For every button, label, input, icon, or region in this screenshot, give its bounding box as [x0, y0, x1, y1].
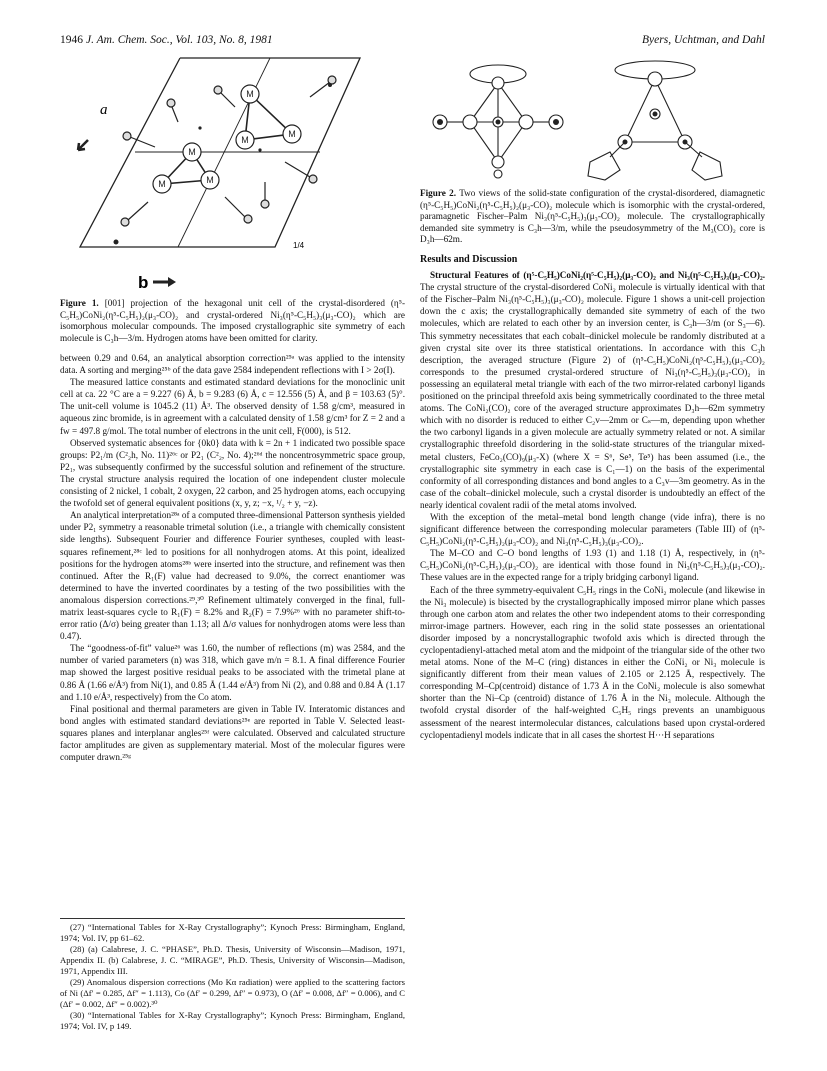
figure-1-caption — [60, 298, 405, 344]
paragraph: The measured lattice constants and estimated standard deviations for the monoclinic unit cell at ca. 22 °C are a = 9.227 (6) Å, b = 9.283 (6) Å, c = 12.556 (5) Å, and β = 103.63 (5)°. The unit-cell volume is 1045.2 (11) Å³. The observed density of 1.58 g/cm³, measured in aqueous zinc bromide, is in agreement with a calculated density of 1.58 g/cm³ for Z = 2 and a fw = 497.8 g/mol. The total number of electrons in the unit cell, F(000), is 512. — [60, 377, 405, 436]
svg-text:M: M — [241, 135, 249, 145]
figure-2-caption-text: Two views of the solid-state configuration of the crystal-disordered, diamagnetic (η⁵-C₅H₅)CoNi₂(η⁵-C₅H₅)₂(μ₃-CO)₂ molecule which is isomorphic with the crystal-ordered, paramagnetic Fischer–Palm Ni₃(η⁵-C₅H₅)₃(μ₃-CO)₂ molecule. The crystallographically demanded site symmetry is C₃h—3/m, while the pseudosymmetry of the M₃(CO)₂ core is D₃h—6̄2m. — [420, 188, 766, 245]
subsection-runin-title: Structural Features of (η⁵-C₅H₅)CoNi₂(η⁵-C₅H₅)₂(μ₃-CO)₂ and Ni₃(η⁵-C₅H₅)₃(μ₃-CO)₂. — [430, 270, 765, 281]
svg-text:M: M — [288, 129, 296, 139]
footnotes — [60, 922, 405, 1032]
paragraph: Final positional and thermal parameters are given in Table IV. Interatomic distances and bond angles with estimated standard deviations²⁵ᵉ are reported in Table V. Selected least-squares planes and interplanar angles²⁵ᶠ were calculated. Observed and calculated structure factor amplitudes are given as supplementary material. Most of the molecular figures were computer drawn.²⁵ᵍ — [60, 703, 405, 763]
quarter-label: 1/4 — [293, 241, 305, 250]
axis-b-label: b — [138, 273, 149, 292]
svg-text:M: M — [188, 147, 196, 157]
figure-2 — [420, 52, 765, 182]
paragraph: between 0.29 and 0.64, an analytical absorption correction²⁵ᵃ was applied to the intensity data. A sorting and merging²⁵ᵇ of the data gave 2584 independent reflections with I > 2σ(I). — [60, 353, 405, 376]
figure-2-caption — [420, 188, 765, 246]
paragraph: The M–CO and C–O bond lengths of 1.93 (1) and 1.18 (1) Å, respectively, in (η⁵-C₅H₅)CoNi₂(η⁵-C₅H₅)₂(μ₃-CO)₂ are identical with those found in Ni₃(η⁵-C₅H₅)₃(μ₃-CO)₂. These values are in the expected range for a triply bridging carbonyl ligand. — [420, 548, 765, 583]
footnote-divider — [60, 918, 405, 919]
axis-b-arrow-icon — [153, 277, 176, 287]
paragraph: Each of the three symmetry-equivalent C₅H₅ rings in the CoNi₂ molecule (and likewise in the Ni₃ molecule) is bisected by the crystallographically imposed mirror plane which passes through one carbon atom and relates the other two independent atoms to their corresponding mirror-image partners. However, each ring in the solid state possesses an orientational disorder imposed by a noncrystallographic twofold axis which is directed through the cyclopentadienyl-attached metal atom and the midpoint of the triangular side of the other two metal atoms. None of the M–C (ring) distances in either the CoNi₂ or Ni₃ molecule is significantly different from their mean values of 2.105 or 2.125 Å, respectively. The corresponding M–Cp(centroid) distance of 1.73 Å in the CoNi₂ molecule is also somewhat shorter than the Ni–Cp (centroid) distance of 1.76 Å in the Ni₃ molecule. Although the twofold crystal disorder of the half-weighted C₅H₅ rings prevents an unambiguous assessment of the nearest intermolecular distances, calculations based upon crystal-ordered cyclopentadienyl models indicate that in all cases the shortest H···H separations — [420, 584, 765, 740]
paragraph: With the exception of the metal–metal bond length change (vide infra), there is no significant difference between the corresponding molecular parameters (Table III) of (η⁵-C₅H₅)CoNi₂(η⁵-C₅H₅)₂(μ₃-CO)₂ and Ni₃(η⁵-C₅H₅)₃(μ₃-CO)₂. — [420, 511, 765, 547]
figure-2-molecule-drawing — [420, 52, 765, 182]
section-heading: Results and Discussion — [420, 254, 518, 265]
footnote: (28) (a) Calabrese, J. C. “PHASE”, Ph.D. Thesis, University of Wisconsin—Madison, 1971, Appendix II. (b) Calabrese, J. C. “MIRAGE”, Ph.D. Thesis, University of Wisconsin—Madison, 1971, Appendix III. — [60, 944, 405, 976]
page-number: 1946 — [60, 34, 83, 46]
figure-1-caption-text: [001] projection of the hexagonal unit cell of the crystal-disordered (η⁵-C₅H₅)CoNi₂(η⁵-C₅H₅)₂(μ₃-CO)₂ and crystal-ordered Ni₃(η⁵-C₅H₅)₃(μ₃-CO)₂ which are isomorphous molecular compounds. The imposed crystallographic site symmetry of each molecule is C₃h—3/m. Hydrogen atoms have been omitted for clarity. — [60, 298, 406, 343]
paragraph: Observed systematic absences for {0k0} data with k = 2n + 1 indicated two possible space groups: P2₁/m (C²₂h, No. 11)²⁶ᶜ or P2₁ (C²₂, No. 4);²⁶ᵈ the noncentrosymmetric space group, P2₁, was subsequently confirmed by the successful solution and refinement of the structure. The crystal structure analysis required the location of one independent cluster molecule consisting of 2 nickel, 1 cobalt, 2 oxygen, 22 carbon, and 25 hydrogen atoms, each occupying the twofold set of general equivalent positions (x, y, z; −x, ¹/₂ + y, −z). — [60, 437, 405, 509]
journal-citation: J. Am. Chem. Soc., Vol. 103, No. 8, 1981 — [86, 34, 273, 46]
paragraph: An analytical interpretation²⁸ᵃ of a computed three-dimensional Patterson synthesis yielded under P2₁ symmetry a reasonable trimetal solution (i.e., a triangle with chemically consistent side lengths). Subsequent Fourier and difference Fourier syntheses, coupled with least-squares refinement,²⁸ᶜ led to positions for all nonhydrogen atoms. At this point, idealized positions for the hydrogen atoms²⁸ᵇ were inserted into the structure, and refinement was then continued. After the R₁(F) value had decreased to 9.0%, the correct enantiomer was determined to have the inverted coordinates by a testing of the two possibilities with the anomalous dispersion corrections.²⁹,³⁰ Refinement ultimately converged in the final, full-matrix least-squares cycle to R₁(F) = 8.2% and R₂(F) = 7.9%²⁶ with no parameter shift-to-error ratio (Δ/σ) being greater than 1.13; all Δ/σ values for nonhydrogen atoms were less than 0.47). — [60, 510, 405, 642]
figure-1-unit-cell-drawing — [60, 52, 405, 292]
paragraph — [420, 269, 765, 511]
svg-text:M: M — [206, 175, 214, 185]
axis-a-label: a — [100, 102, 108, 118]
right-column-body — [420, 254, 765, 741]
left-column-body — [60, 352, 405, 763]
figure-1 — [60, 52, 405, 292]
running-authors: Byers, Uchtman, and Dahl — [642, 34, 765, 46]
svg-text:M: M — [158, 179, 166, 189]
footnote: (30) “International Tables for X-Ray Crystallography”; Kynoch Press: Birmingham, England, 1974; Vol. IV, p 149. — [60, 1010, 405, 1031]
paragraph-text: The crystal structure of the crystal-disordered CoNi₂ molecule is virtually identical with that of the Fischer–Palm Ni₃(η⁵-C₅H₅)₃(μ₃-CO)₂ molecule. Figure 1 shows a unit-cell projection down the c axis; the crystallographically demanded site symmetry of each of the two molecules, which are related to each other by an inversion center, is C₃h—3/m (or S₃—6̄). This symmetry necessitates that each cobalt–dinickel molecule be randomly distributed at a given crystal site over its three statistical orientations. In accordance with this C₃h description, the averaged structure (Figure 2) of (η⁵-C₅H₅)CoNi₂(η⁵-C₅H₅)₂(μ₃-CO)₂ corresponds to the presumed crystal-ordered structure of Ni₃(η⁵-C₅H₅)₃(μ₃-CO)₂ in possessing an equilateral metal triangle with each of the two mirror-related carbonyl ligands positioned on the principal threefold axis being symmetrically coordinated to the three metal atoms. The CoNi₂(CO)₂ core of the averaged structure approximates D₃h—6̄2m symmetry which with no disorder is reduced to either C₂v—2mm or Cₛ—m, depending upon whether the two carbonyl ligands in a given molecule are actually symmetry related or not. A similar crystallographic threefold disordering in the solid-state structures of the triangular mixed-metal clusters, FeCo₂(CO)₉(μ₃-X) (where X = S⁶, Se⁵, Te⁵) has been assumed (i.e., the crystallographic site symmetry in each case is C₁—1) on the basis of the experimental conformity of all corresponding distances and bond angles to a C₃v—3m geometry. As in the case of the cobalt–dinickel molecule, such a crystal disorder is undoubtedly an effect of the nearly identical covalent radii of the metal atoms involved. — [420, 282, 765, 510]
footnote: (29) Anomalous dispersion corrections (Mo Kα radiation) were applied to the scattering factors of Ni (Δf′ = 0.285, Δf″ = 1.113), Co (Δf′ = 0.299, Δf″ = 0.973), O (Δf′ = 0.008, Δf″ = 0.006), and C (Δf′ = 0.002, Δf″ = 0.002).³⁰ — [60, 977, 405, 1009]
paragraph: The “goodness-of-fit” value²⁶ was 1.60, the number of reflections (m) was 2584, and the number of varied parameters (n) was 318, which gave m/n = 8.1. A final difference Fourier map showed the largest positive residual peaks to be associated with the trimetal plane at 0.86 Å (1.66 e/Å³) from Ni(1), and 0.85 Å (1.44 e/Å³) from Ni (2), and 0.88 and 0.84 Å (1.17 and 1.10 e/Å³, respectively) from the Co atom. — [60, 643, 405, 702]
axis-a-arrow-icon — [78, 140, 88, 150]
running-header — [60, 34, 765, 50]
svg-text:M: M — [246, 89, 254, 99]
figure-1-caption-label: Figure 1. — [60, 298, 99, 308]
figure-2-caption-label: Figure 2. — [420, 188, 457, 198]
footnote: (27) “International Tables for X-Ray Crystallography”; Kynoch Press: Birmingham, England, 1974; Vol. IV, pp 61–62. — [60, 922, 405, 943]
